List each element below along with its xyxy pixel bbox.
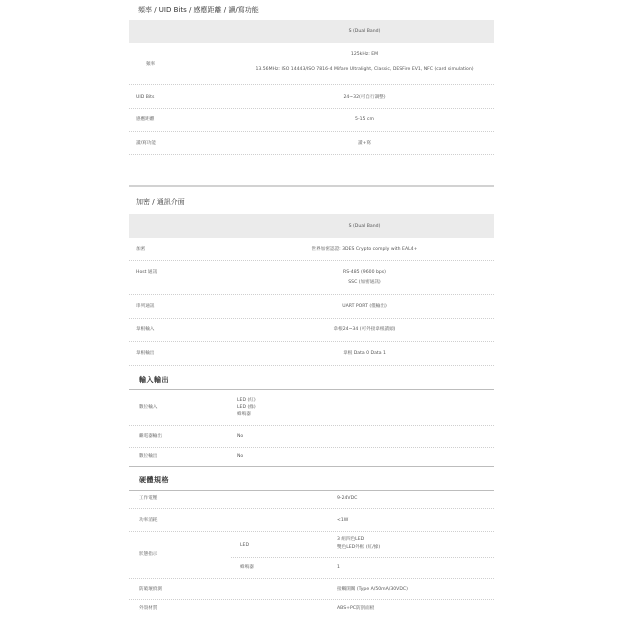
section1-title: 頻率 / UID Bits / 感應距離 / 讀/寫功能 <box>138 6 259 14</box>
section4-row-status-led-value-2: 雙色LED外框 (紅/綠) <box>337 545 381 550</box>
section2-row-host-value-1: RS-485 (9600 bps) <box>343 270 386 275</box>
section2-row-wiegand-in-value: 韋根24~34 (可外接韋根讀頭) <box>333 327 396 332</box>
section2-row-encryption-label: 加密 <box>136 247 146 252</box>
section4-row-status-led-name: LED <box>240 543 249 548</box>
section2-row-wiegand-out-label: 韋根輸出 <box>136 351 155 356</box>
section4-row-housing-label: 外殼材質 <box>139 606 158 611</box>
divider <box>129 490 494 491</box>
divider <box>129 508 494 509</box>
section4-row-housing-value: ABS+PC防刮面板 <box>337 606 375 611</box>
divider <box>129 341 494 342</box>
divider <box>129 154 494 155</box>
section1-row-frequency-value-1: 125kHz: EM <box>350 52 379 57</box>
section3-row-digital-in-value-1: LED (紅) <box>237 398 256 403</box>
divider <box>231 557 494 558</box>
section1-header-label: S (Dual Band) <box>348 29 381 34</box>
section4-row-voltage-value: 9-24VDC <box>337 496 358 501</box>
section1-row-frequency-label: 頻率 <box>146 62 156 67</box>
section3-row-relay-label: 繼電器輸出 <box>139 434 162 439</box>
section2-header-label: S (Dual Band) <box>348 224 381 229</box>
divider <box>129 599 494 600</box>
section4-row-voltage-label: 工作電壓 <box>139 496 158 501</box>
section4-row-status-buzzer-value: 1 <box>337 565 340 570</box>
section1-row-rw-value: 讀+寫 <box>357 141 372 146</box>
section2-title: 加密 / 通訊介面 <box>136 198 185 206</box>
section1-row-distance-value: 5-15 cm <box>355 117 374 122</box>
divider <box>129 365 494 366</box>
section2-row-wiegand-in-label: 韋根輸入 <box>136 327 155 332</box>
section3-row-digital-out-value: No <box>237 454 244 459</box>
divider <box>129 531 494 532</box>
divider <box>129 318 494 319</box>
section3-title: 輸入輸出 <box>139 376 169 384</box>
divider <box>129 389 494 390</box>
section3-row-relay-value: No <box>237 434 244 439</box>
section4-row-status-buzzer-name: 蜂鳴器 <box>240 565 254 570</box>
section2-row-serial-value: UART PORT (僅輸出) <box>342 304 387 309</box>
divider <box>129 425 494 426</box>
section2-row-host-label: Host 通訊 <box>136 270 158 275</box>
section1-row-uid-value: 24~32(可自行調整) <box>343 95 386 100</box>
section4-row-power-label: 功率消耗 <box>139 518 158 523</box>
section3-row-digital-out-label: 數位輸出 <box>139 454 158 459</box>
section3-row-digital-in-value-2: LED (綠) <box>237 405 256 410</box>
section-separator <box>129 185 494 187</box>
section1-row-uid-label: UID Bits <box>136 95 155 100</box>
section3-row-digital-in-value-3: 蜂鳴器 <box>237 412 251 417</box>
divider <box>129 294 494 295</box>
section3-row-digital-in-label: 數位輸入 <box>139 405 158 410</box>
section4-title: 硬體規格 <box>139 476 169 484</box>
section1-row-frequency-value-2: 13.56MHz: ISO 14443/ISO 7816-4 Mifare Ultralight, Classic, DESFire EV1, NFC (card simulation) <box>255 67 474 72</box>
divider <box>129 447 494 448</box>
section1-row-rw-label: 讀/寫功能 <box>136 141 156 146</box>
section1-row-distance-label: 感應距離 <box>136 117 155 122</box>
section2-row-host-value-2: SSC (加密通訊) <box>348 280 381 285</box>
divider <box>129 108 494 109</box>
divider <box>129 260 494 261</box>
section2-row-encryption-value: 世界加密認證: 3DES Crypto comply with EAL4+ <box>311 247 418 252</box>
divider <box>129 578 494 579</box>
divider <box>129 84 494 85</box>
section4-row-status-label: 狀態指示 <box>139 552 158 557</box>
section4-row-tamper-value: 接觸開關 (Type A/50mA/30VDC) <box>337 587 408 592</box>
divider <box>129 466 494 467</box>
divider <box>129 131 494 132</box>
section2-row-wiegand-out-value: 韋根 Data 0 Data 1 <box>343 351 386 356</box>
section4-row-power-value: <1W <box>337 518 349 523</box>
section4-row-tamper-label: 防破壞偵測 <box>139 587 162 592</box>
section4-row-status-led-value-1: 3 組四色LED <box>337 537 365 542</box>
section2-row-serial-label: 串列通訊 <box>136 304 155 309</box>
